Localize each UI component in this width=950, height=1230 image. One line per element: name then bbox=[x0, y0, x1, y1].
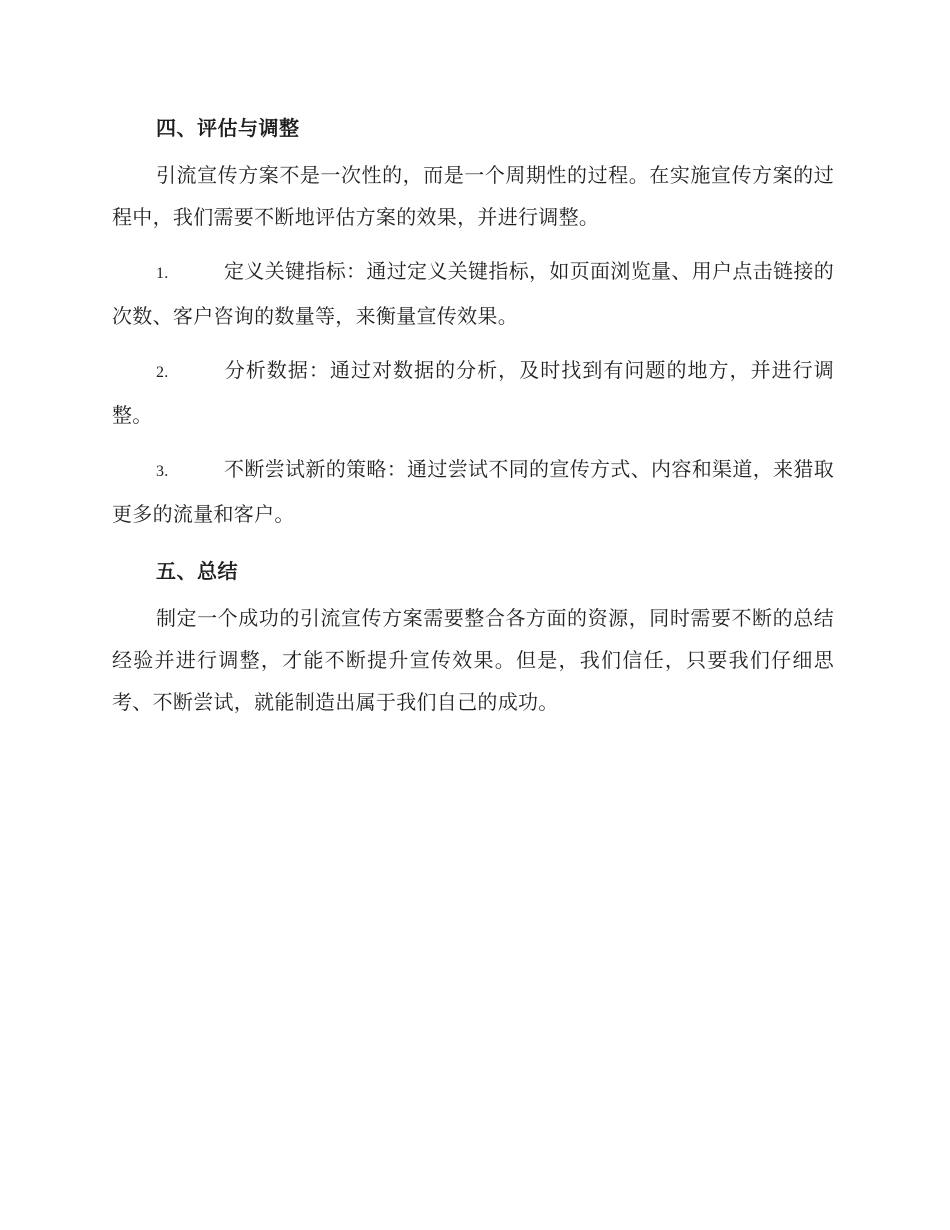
section-4-heading: 四、评估与调整 bbox=[156, 116, 300, 140]
list-number-2: 2. bbox=[156, 364, 169, 381]
list-text-2: 分析数据：通过对数据的分析，及时找到有问题的地方，并进行调整。 bbox=[112, 358, 834, 427]
list-number-3: 3. bbox=[156, 463, 169, 480]
list-text-1: 定义关键指标：通过定义关键指标，如页面浏览量、用户点击链接的次数、客户咨询的数量等，来衡量宣传效果。 bbox=[112, 259, 834, 328]
list-item-3 bbox=[112, 448, 834, 535]
document-page bbox=[112, 108, 834, 735]
list-text-3: 不断尝试新的策略：通过尝试不同的宣传方式、内容和渠道，来猎取更多的流量和客户。 bbox=[112, 457, 834, 526]
section-4-intro: 引流宣传方案不是一次性的，而是一个周期性的过程。在实施宣传方案的过程中，我们需要不断地评估方案的效果，并进行调整。 bbox=[112, 163, 834, 229]
list-item-1 bbox=[112, 250, 834, 337]
list-item-2 bbox=[112, 349, 834, 436]
section-5-heading: 五、总结 bbox=[156, 559, 238, 583]
list-number-1: 1. bbox=[156, 265, 169, 282]
section-5-body: 制定一个成功的引流宣传方案需要整合各方面的资源，同时需要不断的总结经验并进行调整，才能不断提升宣传效果。但是，我们信任，只要我们仔细思考、不断尝试，就能制造出属于我们自己的成功。 bbox=[112, 606, 834, 714]
